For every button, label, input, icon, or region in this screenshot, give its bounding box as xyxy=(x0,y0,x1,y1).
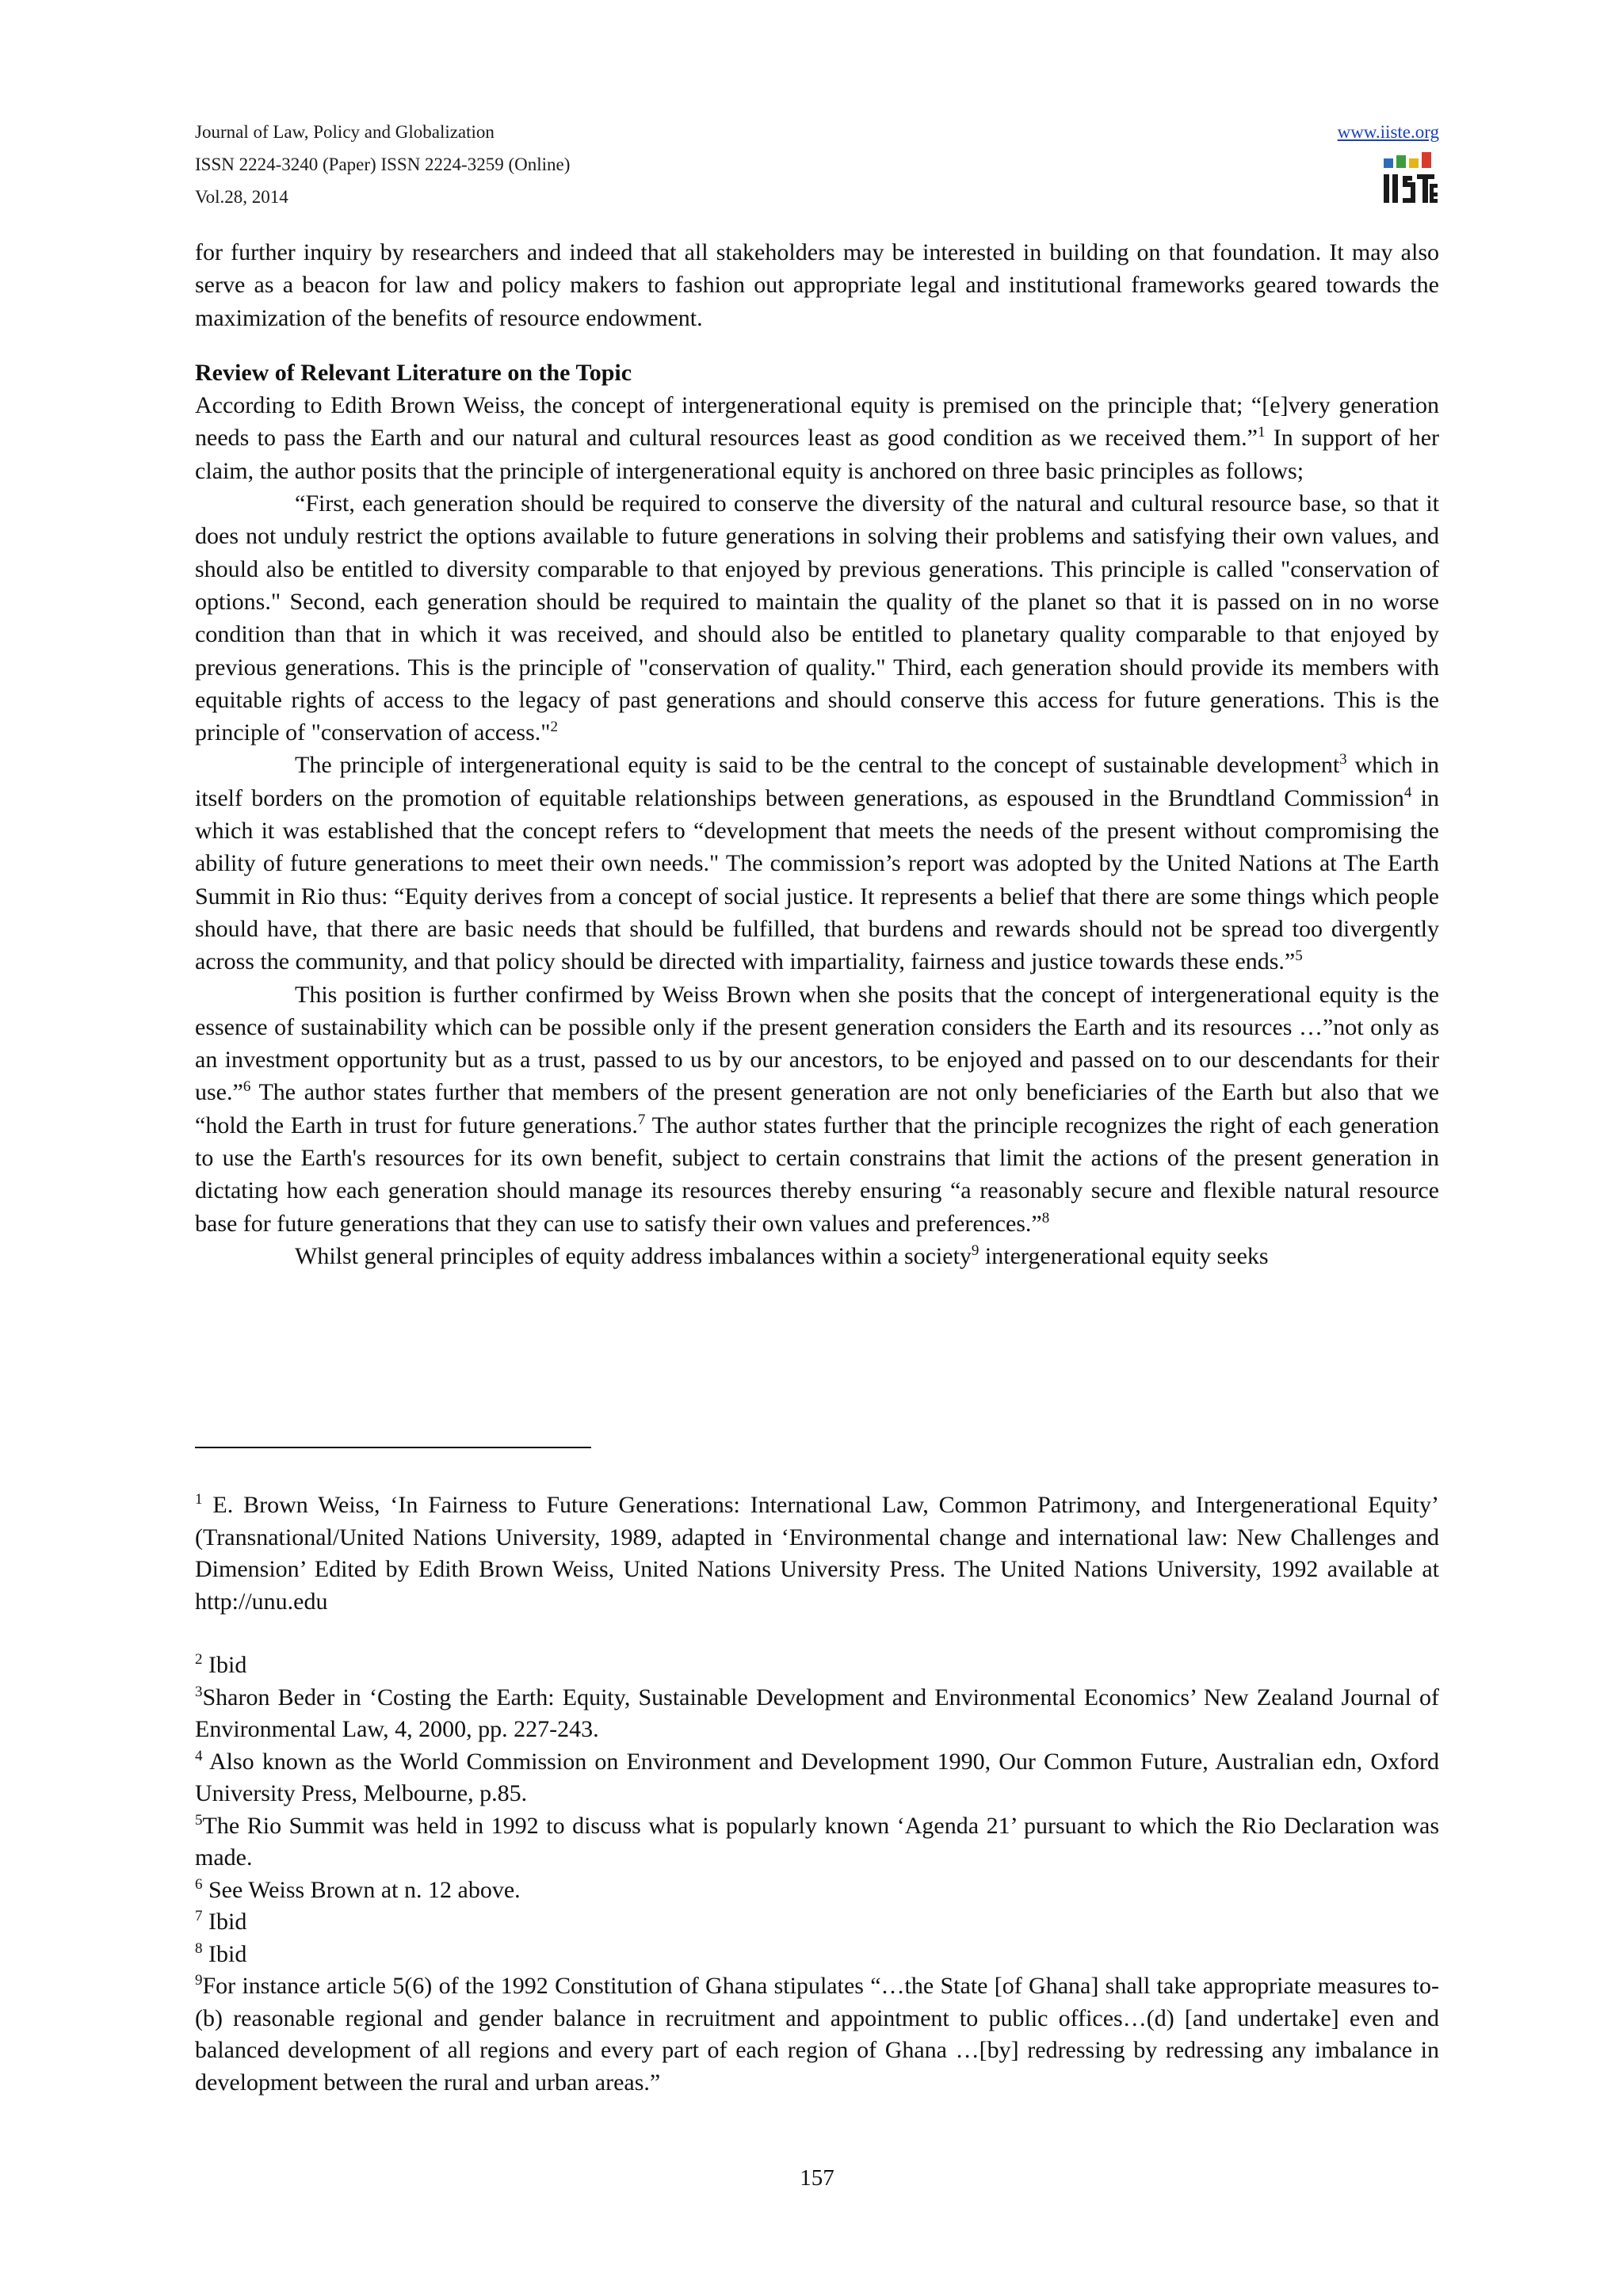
footnote-4: $^4$ Also known as the World Commission on Environment and Development 1990, Our Common Future, Australian edn, Oxford University Press, Melbourne, p.85. xyxy=(195,1747,1439,1806)
footnote-8: $^8$ Ibid xyxy=(195,1939,247,1967)
footnote-5: $^5$The Rio Summit was held in 1992 to discuss what is popularly known ‘Agenda 21’ pursuant to which the Rio Declaration was made. xyxy=(195,1811,1439,1871)
iiste-logo-icon xyxy=(1381,149,1439,208)
paragraph-quote: “First, each generation should be required to conserve the diversity of the natural and cultural resource base, so that it does not unduly restrict the options available to future generations in solving their problems and satisfying their own values, and should also be entitled to diversity comparable to that enjoyed by previous generations. This principle is called "conservation of options." Second, each generation should be required to maintain the quality of the planet so that it is passed on in no worse condition than that in which it was received, and should also be entitled to planetary quality comparable to that enjoyed by previous generations. This is the principle of "conservation of quality." Third, each generation should provide its members with equitable rights of access to the legacy of past generations and should conserve this access for future generations. This is the principle of "conservation of access."$^2$ xyxy=(195,490,1439,746)
footnote-3: $^3$Sharon Beder in ‘Costing the Earth: Equity, Sustainable Development and Environmental Economics’ New Zealand Journal of Environmental Law, 4, 2000, pp. 227-243. xyxy=(195,1683,1439,1742)
page-header xyxy=(195,116,1439,213)
footnote-ref-9[interactable]: 9 xyxy=(971,1241,980,1259)
footnote-6: $^6$ See Weiss Brown at n. 12 above. xyxy=(195,1875,521,1903)
section-heading: Review of Relevant Literature on the Topic xyxy=(195,359,632,386)
footnote-2: $^2$ Ibid xyxy=(195,1651,247,1678)
issn-line: ISSN 2224-3240 (Paper) ISSN 2224-3259 (Online) xyxy=(195,154,571,174)
paragraph-equity: Whilst general principles of equity address imbalances within a society$^9$ intergenerational equity seeks xyxy=(295,1241,1269,1269)
site-link[interactable]: www.iiste.org xyxy=(1337,122,1439,142)
footnote-ref-5[interactable]: 5 xyxy=(1295,948,1303,965)
footnote-ref-8[interactable]: 8 xyxy=(1041,1209,1050,1226)
footnote-7: $^7$ Ibid xyxy=(195,1908,247,1935)
page-number: 157 xyxy=(800,2165,834,2191)
volume-line: Vol.28, 2014 xyxy=(195,187,288,207)
footnote-divider xyxy=(195,1447,591,1448)
footnote-1: $^1$ E. Brown Weiss, ‘In Fairness to Future Generations: International Law, Common Patrimony, and Intergenerational Equity’ (Transnational/United Nations University, 1989, adapted in ‘Environmental change and international law: New Challenges and Dimension’ Edited by Edith Brown Weiss, United Nations University Press. The United Nations University, 1992 available at http://unu.edu xyxy=(195,1491,1439,1615)
footnotes xyxy=(195,1489,1439,2099)
footnote-ref-7[interactable]: 7 xyxy=(637,1111,646,1128)
footnote-ref-3[interactable]: 3 xyxy=(1339,751,1347,769)
paragraph-sustainable-development: The principle of intergenerational equity is said to be the central to the concept of sustainable development$^3$ which in itself borders on the promotion of equitable relationships between generations, as espoused in the Brundtland Commission$^4$ in which it was established that the concept refers to “development that meets the needs of the present without compromising the ability of future generations to meet their own needs." The commission’s report was adopted by the United Nations at The Earth Summit in Rio thus: “Equity derives from a concept of social justice. It represents a belief that there are some things which people should have, that there are basic needs that should be fulfilled, that burdens and rewards should not be spread too divergently across the community, and that policy should be directed with impartiality, fairness and justice towards these ends.”$^5$ xyxy=(195,751,1439,975)
journal-title: Journal of Law, Policy and Globalization xyxy=(195,122,495,142)
footnote-ref-1[interactable]: 1 xyxy=(1257,424,1266,441)
paragraph-weiss: According to Edith Brown Weiss, the concept of intergenerational equity is premised on the principle that; “[e]very generation needs to pass the Earth and our natural and cultural resources least as good condition as we received them.”$^1$ In support of her claim, the author posits that the principle of intergenerational equity is anchored on three basic principles as follows; xyxy=(195,392,1439,484)
article-body xyxy=(195,236,1439,1272)
paragraph-intro: for further inquiry by researchers and indeed that all stakeholders may be interested in building on that foundation. It may also serve as a beacon for law and policy makers to fashion out appropriate legal and institutional frameworks geared towards the maximization of the benefits of resource endowment. xyxy=(195,239,1439,331)
paragraph-weiss-brown: This position is further confirmed by Weiss Brown when she posits that the concept of intergenerational equity is the essence of sustainability which can be possible only if the present generation considers the Earth and its resources …”not only as an investment opportunity but as a trust, passed to us by our ancestors, to be enjoyed and passed on to our descendants for their use.”$^6$ The author states further that members of the present generation are not only beneficiaries of the Earth but also that we “hold the Earth in trust for future generations.$^7$ The author states further that the principle recognizes the right of each generation to use the Earth's resources for its own benefit, subject to certain constrains that limit the actions of the present generation in dictating how each generation should manage its resources thereby ensuring “a reasonably secure and flexible natural resource base for future generations that they can use to satisfy their own values and preferences.”$^8$ xyxy=(195,981,1439,1237)
footnote-ref-4[interactable]: 4 xyxy=(1403,784,1412,801)
footnote-ref-6[interactable]: 6 xyxy=(242,1078,251,1096)
footnote-9: $^9$For instance article 5(6) of the 1992 Constitution of Ghana stipulates “…the State [of Ghana] shall take appropriate measures to-(b) reasonable regional and gender balance in recruitment and appointment to public offices…(d) [and undertake] even and balanced development of all regions and every part of each region of Ghana …[by] redressing by redressing any imbalance in development between the rural and urban areas.” xyxy=(195,1972,1439,2096)
footnote-ref-2[interactable]: 2 xyxy=(550,719,558,736)
